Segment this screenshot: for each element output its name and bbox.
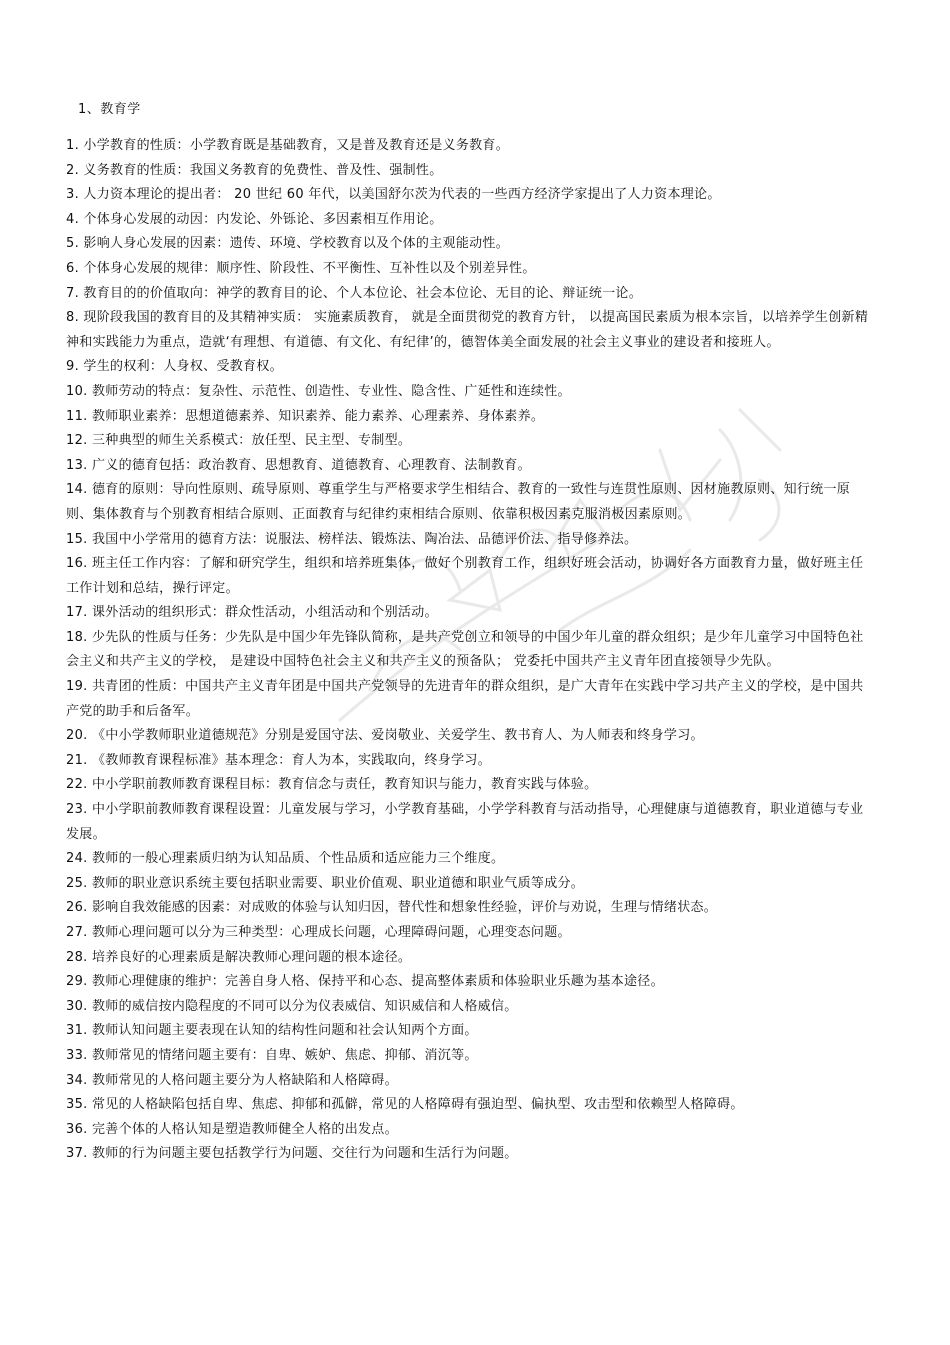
- list-item: 37. 教师的行为问题主要包括教学行为问题、交往行为问题和生活行为问题。: [66, 1146, 518, 1162]
- list-item: 23. 中小学职前教师教育课程设置：儿童发展与学习，小学教育基础，小学学科教育与活动指导，心理健康与道德教育，职业道德与专业发展。: [66, 802, 864, 842]
- list-item: 9. 学生的权利：人身权、受教育权。: [66, 359, 283, 375]
- list-item: 28. 培养良好的心理素质是解决教师心理问题的根本途径。: [66, 949, 412, 965]
- list-item: 11. 教师职业素养：思想道德素养、知识素养、能力素养、心理素养、身体素养。: [66, 408, 545, 424]
- list-item: 34. 教师常见的人格问题主要分为人格缺陷和人格障碍。: [66, 1072, 398, 1088]
- list-item: 7. 教育目的的价值取向：神学的教育目的论、个人本位论、社会本位论、无目的论、辩证统一论。: [66, 285, 643, 301]
- list-item: 33. 教师常见的情绪问题主要有：自卑、嫉妒、焦虑、抑郁、消沉等。: [66, 1047, 478, 1063]
- list-item: 27. 教师心理问题可以分为三种类型：心理成长问题，心理障碍问题，心理变态问题。: [66, 925, 571, 940]
- list-item: 8. 现阶段我国的教育目的及其精神实质： 实施素质教育， 就是全面贯彻党的教育方针， 以提高国民素质为根本宗旨，以培养学生创新精神和实践能力为重点，造就‘有理想、有道德、有文化、有纪律’的，德智体美全面发展的社会主义事业的建设者和接班人。: [66, 310, 869, 350]
- list-item: 17. 课外活动的组织形式：群众性活动，小组活动和个别活动。: [66, 605, 438, 621]
- list-item: 24. 教师的一般心理素质归纳为认知品质、个性品质和适应能力三个维度。: [66, 851, 505, 867]
- list-item: 1. 小学教育的性质：小学教育既是基础教育，又是普及教育还是义务教育。: [66, 138, 510, 153]
- list-item: 3. 人力资本理论的提出者： 20 世纪 60 年代，以美国舒尔茨为代表的一些西方经济学家提出了人力资本理论。: [66, 187, 721, 203]
- list-item: 14. 德育的原则：导向性原则、疏导原则、尊重学生与严格要求学生相结合、教育的一致性与连贯性原则、因材施教原则、知行统一原则、集体教育与个别教育相结合原则、正面教育与纪律约束相结合原则、依靠积极因素克服消极因素原则。: [66, 482, 851, 522]
- list-item: 22. 中小学职前教师教育课程目标：教育信念与责任，教育知识与能力，教育实践与体验。: [66, 777, 598, 793]
- list-item: 6. 个体身心发展的规律：顺序性、阶段性、不平衡性、互补性以及个别差异性。: [66, 260, 536, 276]
- list-item: 31. 教师认知问题主要表现在认知的结构性问题和社会认知两个方面。: [66, 1023, 478, 1039]
- list-item: 15. 我国中小学常用的德育方法：说服法、榜样法、锻炼法、陶冶法、品德评价法、指导修养法。: [66, 531, 638, 547]
- list-item: 16. 班主任工作内容：了解和研究学生，组织和培养班集体，做好个别教育工作，组织好班会活动，协调好各方面教育力量，做好班主任工作计划和总结，操行评定。: [66, 556, 864, 596]
- list-item: 35. 常见的人格缺陷包括自卑、焦虑、抑郁和孤僻，常见的人格障碍有强迫型、偏执型、攻击型和依赖型人格障碍。: [66, 1097, 744, 1113]
- knowledge-point-list: [66, 134, 876, 1167]
- list-item: 13. 广义的德育包括：政治教育、思想教育、道德教育、心理教育、法制教育。: [66, 457, 531, 473]
- list-item: 25. 教师的职业意识系统主要包括职业需要、职业价值观、职业道德和职业气质等成分。: [66, 875, 585, 891]
- list-item: 19. 共青团的性质：中国共产主义青年团是中国共产党领导的先进青年的群众组织，是广大青年在实践中学习共产主义的学校，是中国共产党的助手和后备军。: [66, 679, 864, 719]
- list-item: 10. 教师劳动的特点：复杂性、示范性、创造性、专业性、隐含性、广延性和连续性。: [66, 383, 571, 399]
- list-item: 36. 完善个体的人格认知是塑造教师健全人格的出发点。: [66, 1121, 398, 1137]
- list-item: 18. 少先队的性质与任务：少先队是中国少年先锋队简称，是共产党创立和领导的中国少年儿童的群众组织；是少年儿童学习中国特色社会主义和共产主义的学校， 是建设中国特色社会主义和共产主义的预备队； 党委托中国共产主义青年团直接领导少先队。: [66, 629, 864, 670]
- list-item: 30. 教师的威信按内隐程度的不同可以分为仪表威信、知识威信和人格威信。: [66, 998, 518, 1014]
- list-item: 26. 影响自我效能感的因素：对成败的体验与认知归因，替代性和想象性经验，评价与劝说，生理与情绪状态。: [66, 900, 718, 916]
- list-item: 5. 影响人身心发展的因素：遗传、环境、学校教育以及个体的主观能动性。: [66, 236, 510, 252]
- list-item: 2. 义务教育的性质：我国义务教育的免费性、普及性、强制性。: [66, 162, 443, 178]
- list-item: 4. 个体身心发展的动因：内发论、外铄论、多因素相互作用论。: [66, 211, 443, 227]
- section-heading: 1、教育学: [78, 102, 141, 117]
- list-item: 20. 《中小学教师职业道德规范》分别是爱国守法、爱岗敬业、关爱学生、教书育人、为人师表和终身学习。: [66, 728, 704, 744]
- list-item: 12. 三种典型的师生关系模式：放任型、民主型、专制型。: [66, 433, 412, 449]
- list-item: 29. 教师心理健康的维护：完善自身人格、保持平和心态、提高整体素质和体验职业乐趣为基本途径。: [66, 974, 664, 990]
- list-item: 21. 《教师教育课程标准》基本理念：育人为本，实践取向，终身学习。: [66, 752, 492, 768]
